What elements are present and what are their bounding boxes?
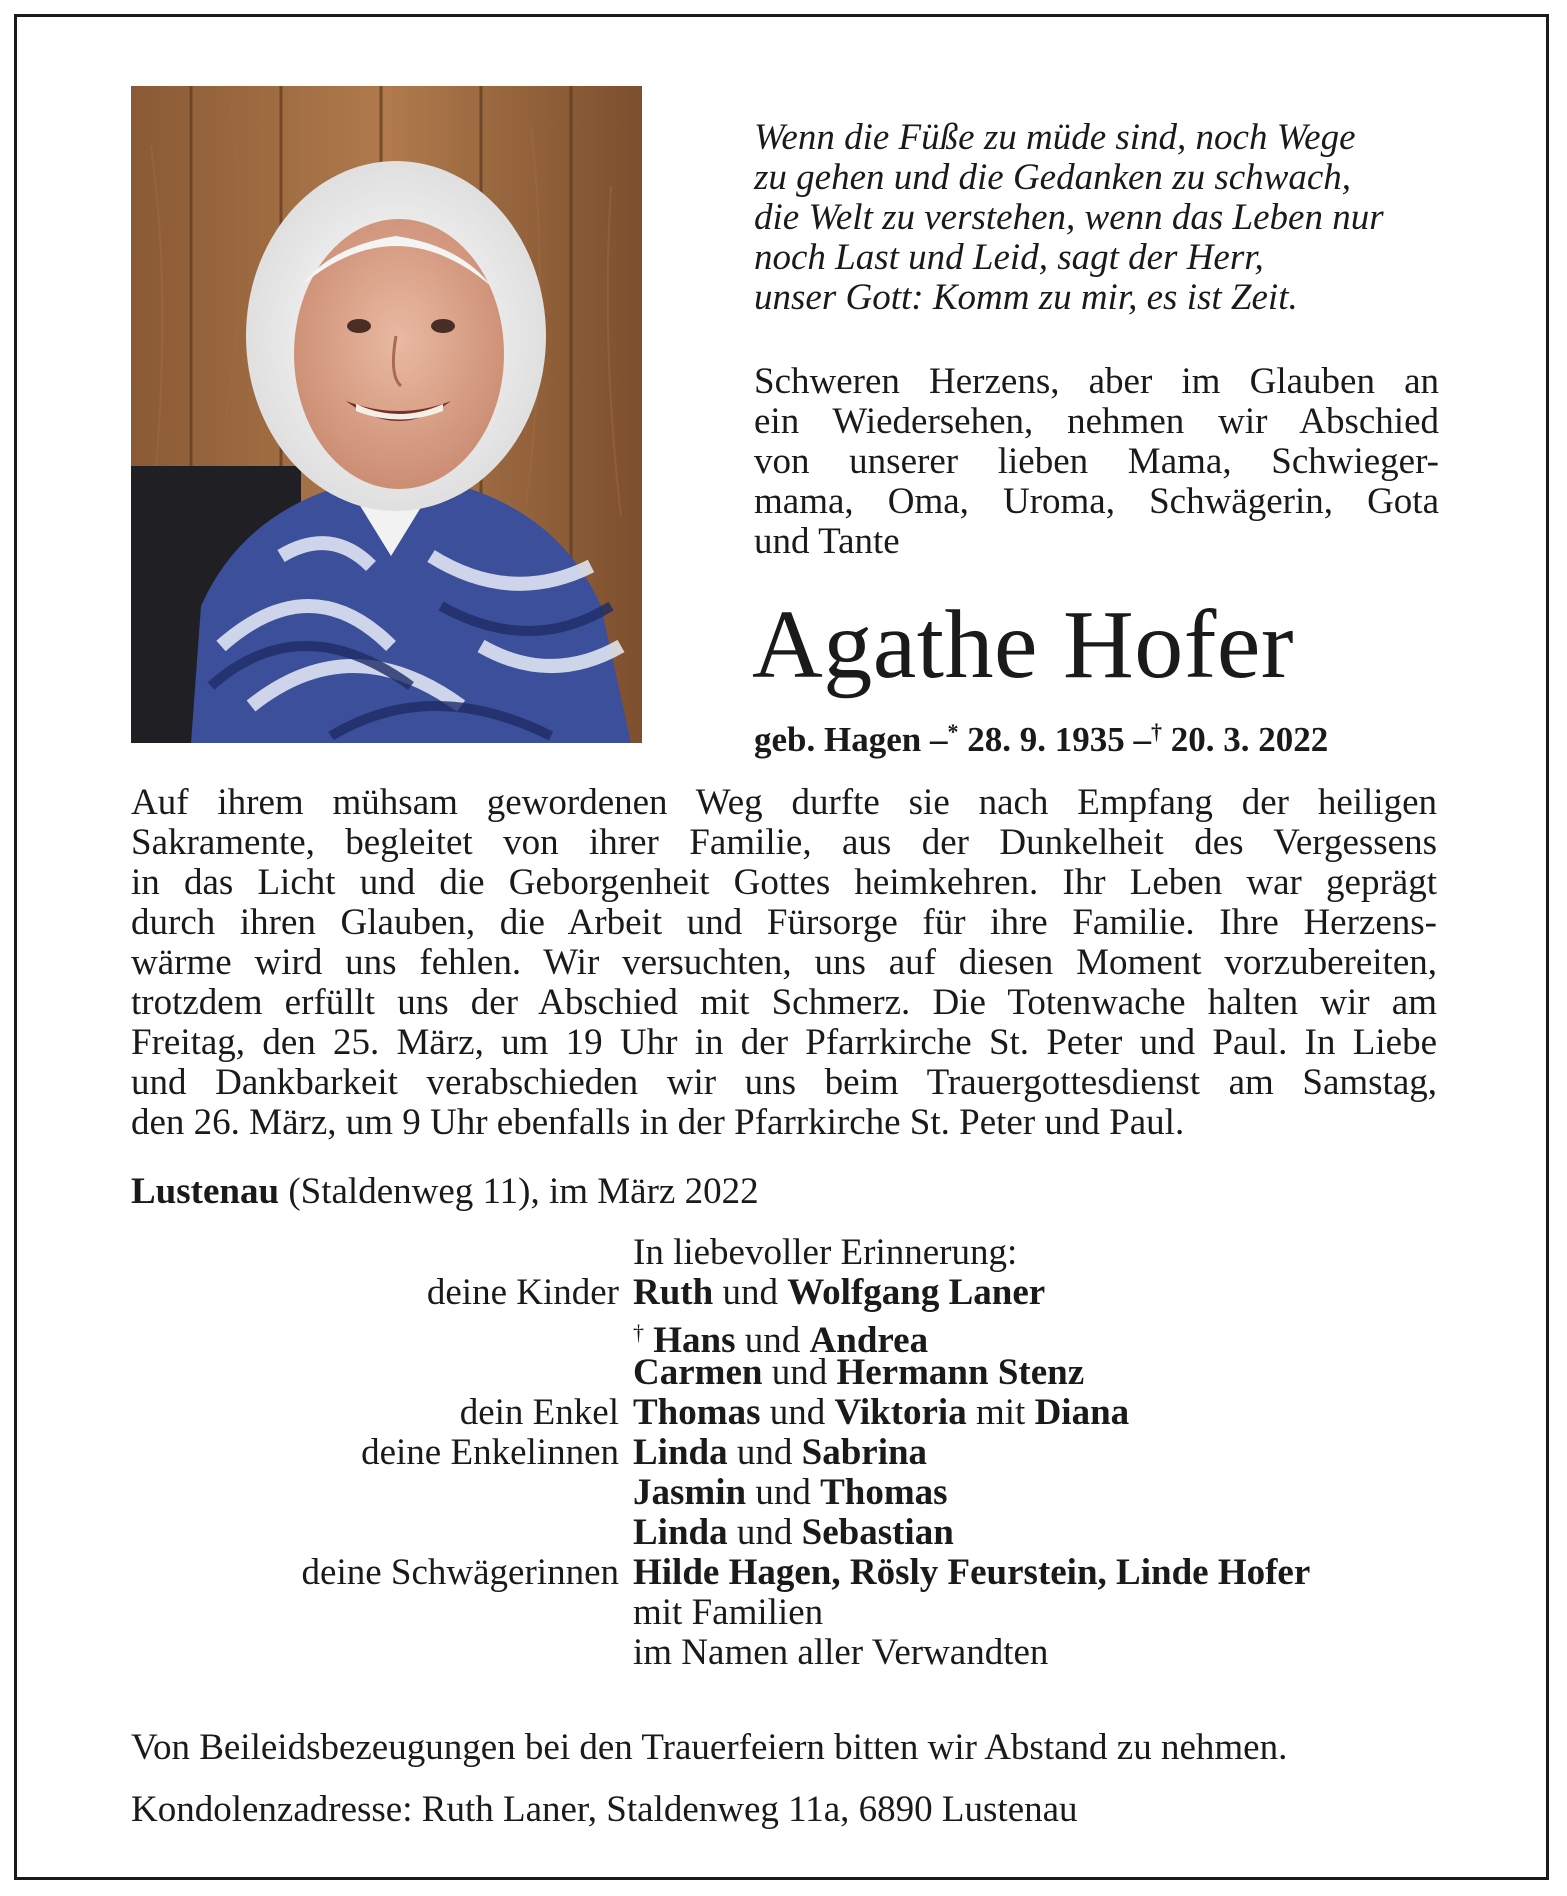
- family-names: [633, 1353, 1084, 1393]
- quote-line: zu gehen und die Gedanken zu schwach,: [754, 157, 1352, 198]
- place-rest: (Staldenweg 11), im März 2022: [279, 1171, 759, 1212]
- body-line: in das Licht und die Geborgenheit Gottes heimkehren. Ihr Leben war geprägt: [131, 862, 1437, 903]
- family-heading: In liebevoller Erinnerung:: [633, 1232, 1018, 1273]
- family-names: [633, 1553, 1310, 1593]
- intro-line: und Tante: [754, 521, 900, 562]
- family-member-name: Carmen: [633, 1352, 763, 1393]
- family-row: [131, 1353, 1471, 1393]
- quote-line: die Welt zu verstehen, wenn das Leben nur: [754, 197, 1384, 238]
- family-member-name: Ruth: [633, 1272, 714, 1313]
- family-row: [131, 1433, 1471, 1473]
- family-row: [131, 1473, 1471, 1513]
- intro-line: Schweren Herzens, aber im Glauben an: [754, 361, 1439, 402]
- quote-line: unser Gott: Komm zu mir, es ist Zeit.: [754, 277, 1298, 318]
- family-row: [131, 1313, 1471, 1361]
- quote-verse: [754, 118, 1454, 318]
- family-member-name: Thomas: [820, 1472, 948, 1513]
- family-member-name: Andrea: [809, 1320, 929, 1361]
- intro-line: mama, Oma, Uroma, Schwägerin, Gota: [754, 481, 1439, 522]
- family-names: [633, 1633, 1048, 1673]
- family-names: [633, 1393, 1129, 1433]
- body-line: Auf ihrem mühsam gewordenen Weg durfte sie nach Empfang der heiligen: [131, 782, 1437, 823]
- family-member-name: Diana: [1034, 1392, 1130, 1433]
- body-line: wärme wird uns fehlen. Wir versuchten, uns auf diesen Moment vorzubereiten,: [131, 942, 1437, 983]
- family-connector: und: [760, 1392, 835, 1433]
- birth-symbol: *: [947, 719, 959, 744]
- family-relation-label: [131, 1633, 633, 1673]
- intro-line: von unserer lieben Mama, Schwieger-: [754, 441, 1439, 482]
- family-relation-label: [131, 1593, 633, 1633]
- family-relation-label: [131, 1313, 633, 1353]
- family-names: [633, 1513, 954, 1553]
- dash: –: [1133, 720, 1151, 759]
- family-connector: und: [746, 1472, 821, 1513]
- condolence-address: Kondolenzadresse: Ruth Laner, Staldenweg 11a, 6890 Lustenau: [131, 1789, 1078, 1830]
- family-relation-label: deine Kinder: [426, 1272, 619, 1313]
- quote-line: noch Last und Leid, sagt der Herr,: [754, 237, 1264, 278]
- body-text: [131, 783, 1437, 1143]
- family-relation-label: [131, 1473, 633, 1513]
- deceased-cross: †: [633, 1320, 644, 1345]
- family-member-name: Thomas: [633, 1392, 761, 1433]
- family-member-name: Linda: [633, 1512, 728, 1553]
- dash: –: [929, 720, 948, 759]
- family-list: [131, 1233, 1471, 1673]
- family-heading-row: [131, 1233, 1471, 1273]
- family-member-name: Hilde Hagen, Rösly Feurstein, Linde Hofer: [633, 1552, 1311, 1593]
- family-member-name: Viktoria: [834, 1392, 967, 1433]
- family-names: [633, 1433, 927, 1473]
- family-connector: und: [735, 1320, 810, 1361]
- place-town: Lustenau: [131, 1171, 280, 1212]
- body-line: Freitag, den 25. März, um 19 Uhr in der Pfarrkirche St. Peter und Paul. In Liebe: [131, 1022, 1437, 1063]
- place-date: [131, 1172, 759, 1212]
- body-line: und Dankbarkeit verabschieden wir uns beim Trauergottesdienst am Samstag,: [131, 1062, 1437, 1103]
- family-connector: und: [713, 1272, 788, 1313]
- intro-line: ein Wiedersehen, nehmen wir Abschied: [754, 401, 1439, 442]
- family-connector: und: [762, 1352, 837, 1393]
- family-relation-label: dein Enkel: [459, 1392, 619, 1433]
- birth-date: 28. 9. 1935: [967, 720, 1125, 759]
- family-member-name: Wolfgang Laner: [787, 1272, 1046, 1313]
- family-member-name: Hermann Stenz: [836, 1352, 1085, 1393]
- life-dates: [754, 712, 1328, 760]
- family-connector: mit Familien: [633, 1592, 824, 1633]
- family-relation-label: [131, 1353, 633, 1393]
- family-member-name: Hans: [653, 1320, 736, 1361]
- family-names: [633, 1593, 823, 1633]
- born-name: geb. Hagen: [754, 720, 922, 759]
- family-relation-label: deine Enkelinnen: [361, 1432, 619, 1473]
- family-member-name: Sabrina: [801, 1432, 928, 1473]
- family-row: [131, 1273, 1471, 1313]
- family-names: [633, 1473, 948, 1513]
- intro-text: [754, 362, 1439, 562]
- family-member-name: Linda: [633, 1432, 728, 1473]
- body-line: den 26. März, um 9 Uhr ebenfalls in der Pfarrkirche St. Peter und Paul.: [131, 1102, 1185, 1143]
- body-line: Sakramente, begleitet von ihrer Familie, aus der Dunkelheit des Vergessens: [131, 822, 1437, 863]
- body-line: trotzdem erfüllt uns der Abschied mit Schmerz. Die Totenwache halten wir am: [131, 982, 1437, 1023]
- closing-note: Von Beileidsbezeugungen bei den Trauerfeiern bitten wir Abstand zu nehmen.: [131, 1727, 1288, 1768]
- family-connector: im Namen aller Verwandten: [633, 1632, 1049, 1673]
- family-row: [131, 1513, 1471, 1553]
- deceased-name: Agathe Hofer: [752, 591, 1295, 699]
- death-date: 20. 3. 2022: [1170, 720, 1329, 759]
- death-symbol: †: [1150, 719, 1162, 744]
- portrait-photo: [131, 86, 642, 743]
- family-relation-label: [131, 1513, 633, 1553]
- family-row: [131, 1553, 1471, 1593]
- family-member-name: Jasmin: [633, 1472, 747, 1513]
- quote-line: Wenn die Füße zu müde sind, noch Wege: [754, 117, 1356, 158]
- family-row: [131, 1593, 1471, 1633]
- body-line: durch ihren Glauben, die Arbeit und Fürsorge für ihre Familie. Ihre Herzens-: [131, 902, 1437, 943]
- family-rows: [131, 1273, 1471, 1673]
- family-connector: und: [727, 1512, 802, 1553]
- family-member-name: Sebastian: [801, 1512, 954, 1553]
- family-connector: und: [727, 1432, 802, 1473]
- family-relation-label: deine Schwägerinnen: [301, 1552, 619, 1593]
- family-row: [131, 1633, 1471, 1673]
- family-connector: mit: [966, 1392, 1035, 1433]
- family-names: [633, 1273, 1045, 1313]
- family-row: [131, 1393, 1471, 1433]
- family-names: [633, 1313, 929, 1361]
